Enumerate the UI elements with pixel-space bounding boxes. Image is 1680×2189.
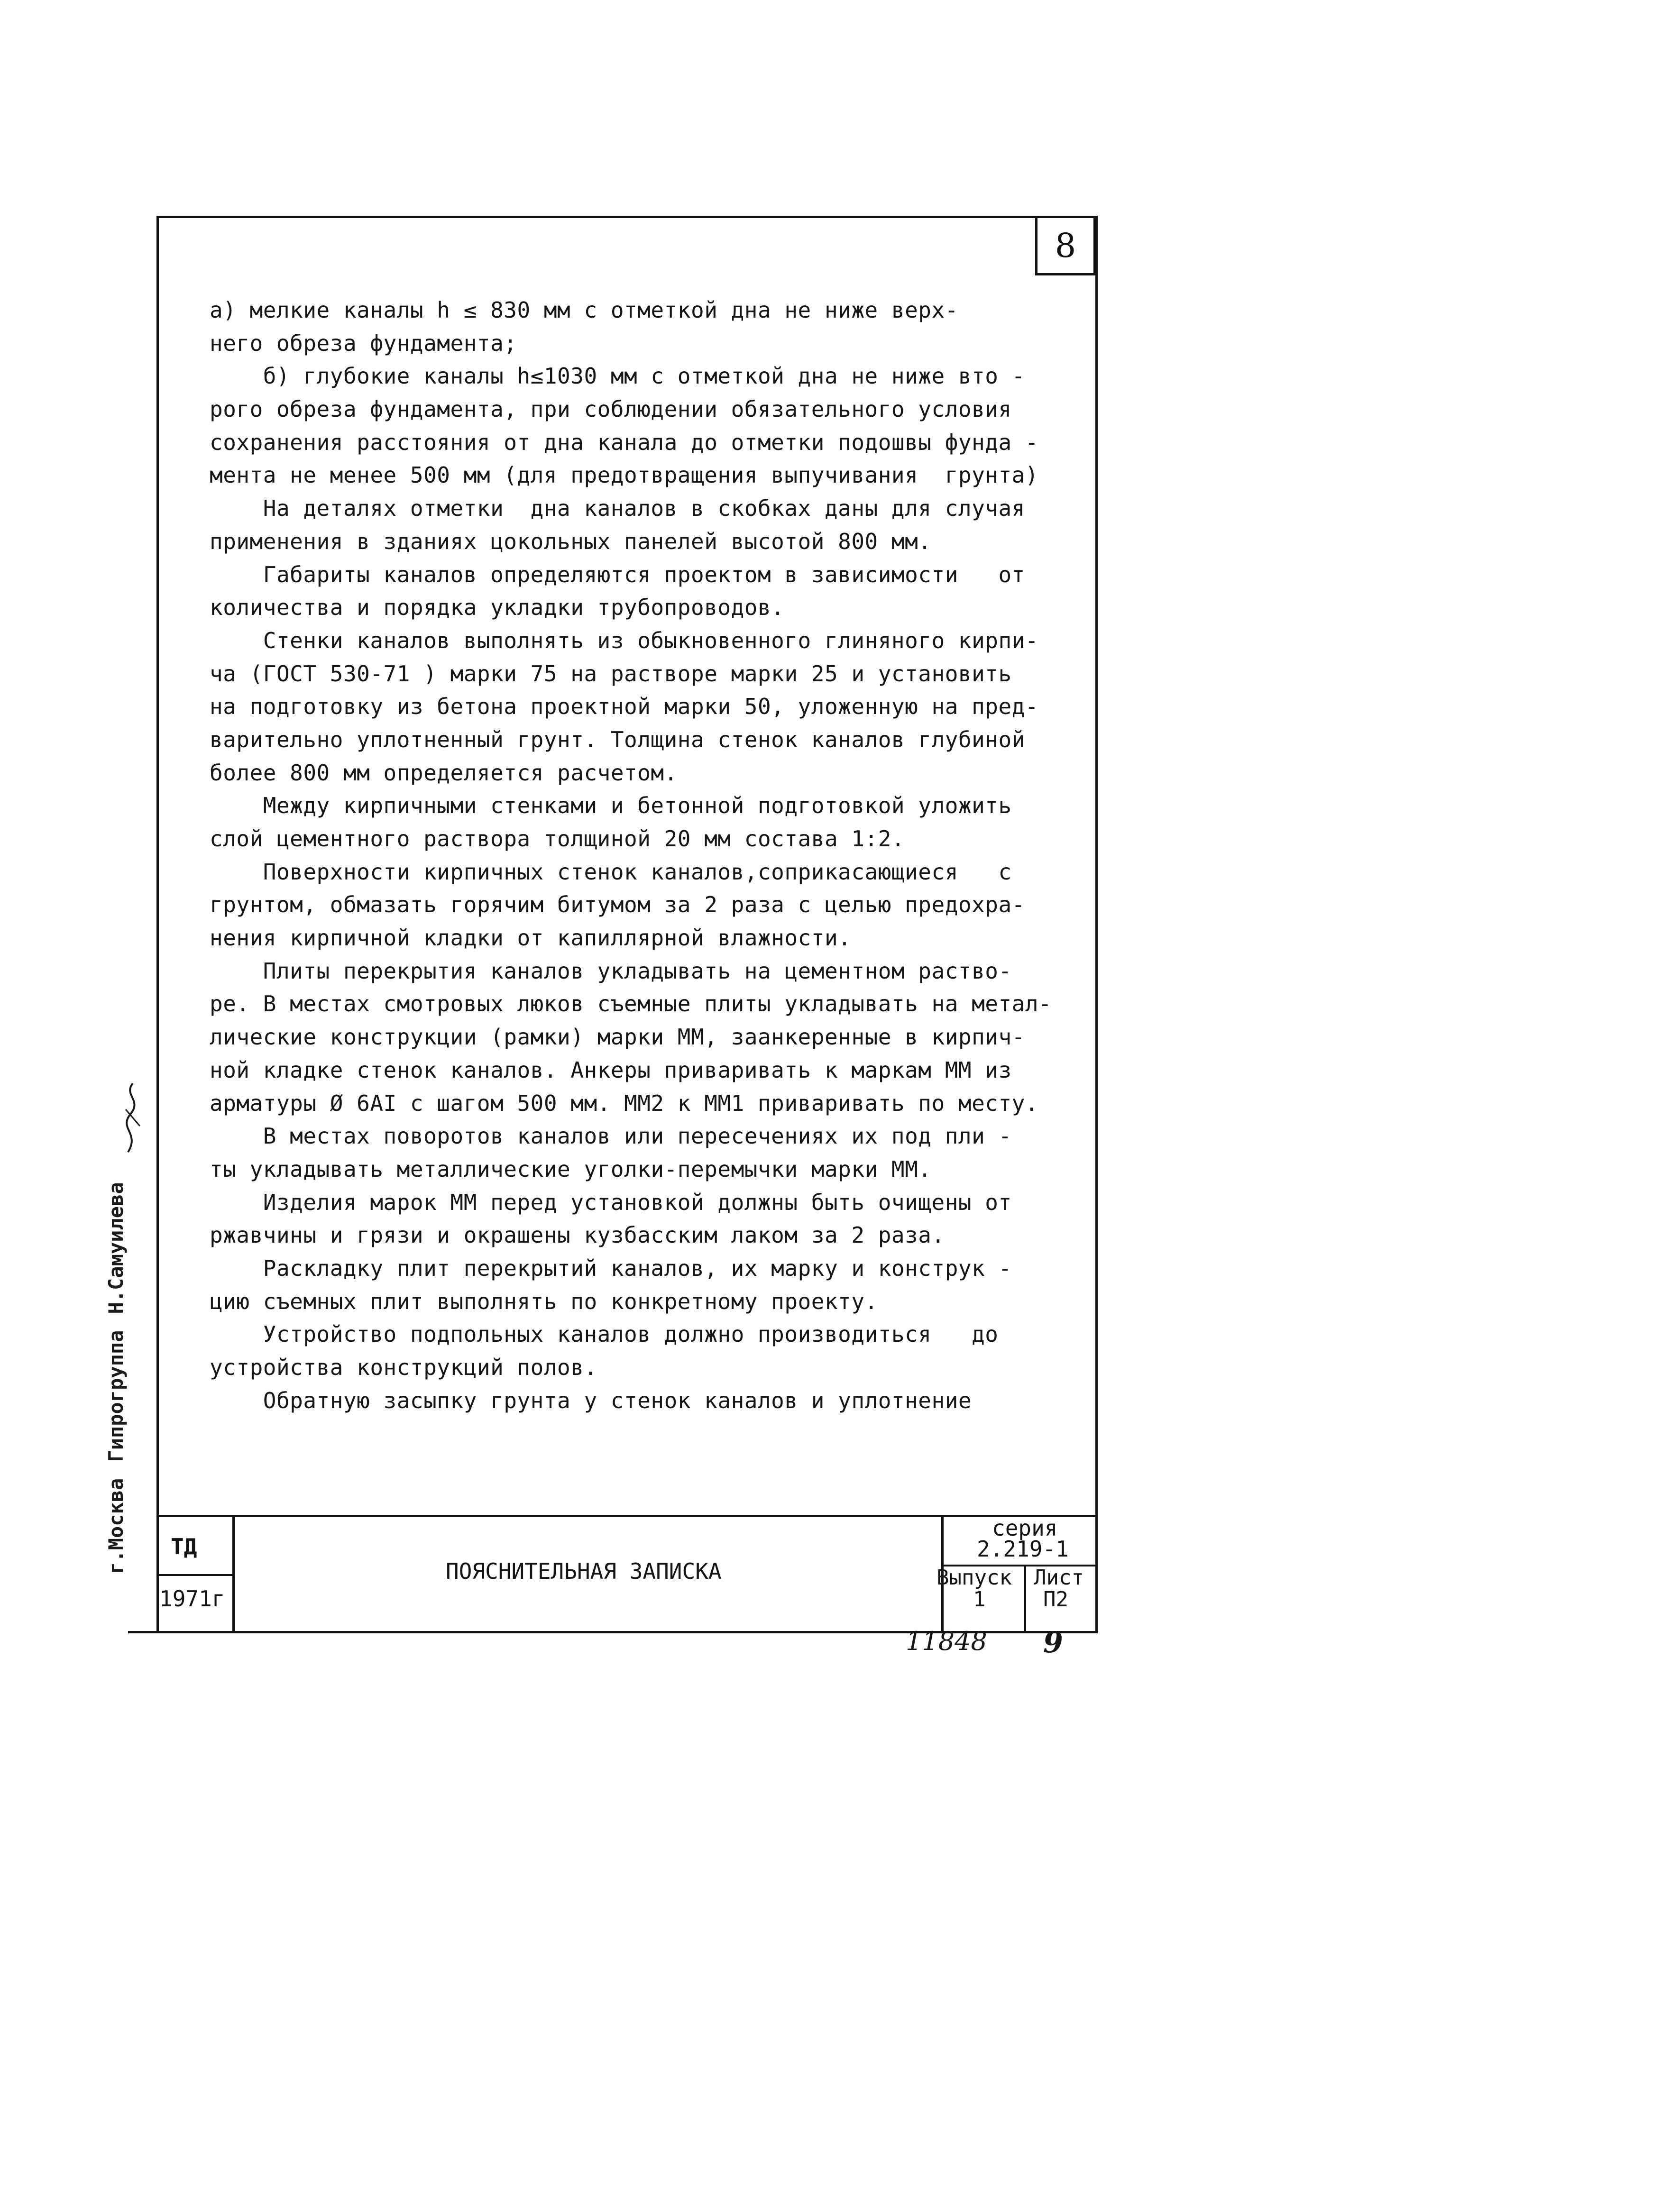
frame-top-line xyxy=(156,216,1098,218)
text-line: устройства конструкций полов. xyxy=(210,1355,597,1380)
title-block-org: ТД xyxy=(171,1534,197,1559)
title-block-year: 1971г xyxy=(159,1586,225,1612)
text-line: Стенки каналов выполнять из обыкновенного глиняного кирпи- xyxy=(210,627,1039,653)
text-line: Габариты каналов определяются проектом в зависимости от xyxy=(210,561,1025,587)
text-line: ной кладке стенок каналов. Анкеры приваривать к маркам ММ из xyxy=(210,1057,1012,1083)
title-block-issue-sheet-divider xyxy=(1024,1565,1026,1633)
frame-left-line xyxy=(156,216,159,1633)
text-line: более 800 мм определяется расчетом. xyxy=(210,760,678,786)
text-line: на подготовку из бетона проектной марки 50, уложенную на пред- xyxy=(210,694,1039,720)
text-line: рого обреза фундамента, при соблюдении обязательного условия xyxy=(210,396,1012,422)
text-line: б) глубокие каналы h≤1030 мм с отметкой дна не ниже вто - xyxy=(210,363,1025,389)
text-line: арматуры Ø 6AI с шагом 500 мм. ММ2 к ММ1 приваривать по месту. xyxy=(210,1090,1039,1116)
side-stamp xyxy=(104,1166,128,1574)
archive-number: 11848 xyxy=(906,1626,987,1656)
title-block-series-value: 2.219-1 xyxy=(977,1536,1069,1562)
stamp-group: Гипрогруппа xyxy=(104,1330,128,1462)
text-line: Между кирпичными стенками и бетонной подготовкой уложить xyxy=(210,793,1012,819)
text-line: ржавчины и грязи и окрашены кузбасским лаком за 2 раза. xyxy=(210,1222,945,1248)
title-block-sheet-value: П2 xyxy=(1043,1587,1068,1612)
text-line: а) мелкие каналы h ≤ 830 мм с отметкой дна не ниже верх- xyxy=(210,297,958,323)
text-line: Поверхности кирпичных стенок каналов,соприкасающиеся с xyxy=(210,859,1012,885)
frame-right-line xyxy=(1095,216,1098,1633)
text-line: Раскладку плит перекрытий каналов, их марку и конструк - xyxy=(210,1255,1012,1281)
text-line: В местах поворотов каналов или пересечениях их под пли - xyxy=(210,1123,1012,1149)
title-block-sheet-label: Лист xyxy=(1034,1566,1084,1590)
text-line: нения кирпичной кладки от капиллярной влажности. xyxy=(210,925,852,951)
title-block-issue-value: 1 xyxy=(973,1587,986,1612)
handwritten-page-number: 9 xyxy=(1043,1626,1063,1659)
title-block-issue-label: Выпуск xyxy=(936,1566,1012,1590)
page-number: 8 xyxy=(1035,216,1096,275)
text-line: ча (ГОСТ 530-71 ) марки 75 на растворе марки 25 и установить xyxy=(210,660,1012,687)
text-line: сохранения расстояния от дна канала до отметки подошвы фунда - xyxy=(210,429,1039,455)
text-line: количества и порядка укладки трубопроводов. xyxy=(210,595,785,621)
body-text xyxy=(210,294,1077,1417)
text-line: Устройство подпольных каналов должно производиться до xyxy=(210,1321,999,1347)
title-block-title: ПОЯСНИТЕЛЬНАЯ ЗАПИСКА xyxy=(446,1558,722,1584)
handwritten-signature xyxy=(119,1081,147,1157)
text-line: варительно уплотненный грунт. Толщина стенок каналов глубиной xyxy=(210,726,1025,752)
text-line: Плиты перекрытия каналов укладывать на цементном раство- xyxy=(210,958,1012,984)
stamp-city: г.Москва xyxy=(104,1478,128,1574)
text-line: ре. В местах смотровых люков съемные плиты укладывать на метал- xyxy=(210,991,1052,1017)
text-line: Изделия марок ММ перед установкой должны быть очищены от xyxy=(210,1189,1012,1215)
text-line: лические конструкции (рамки) марки ММ, заанкеренные в кирпич- xyxy=(210,1024,1025,1050)
title-block-org-divider xyxy=(156,1574,235,1576)
text-line: грунтом, обмазать горячим битумом за 2 раза с целью предохра- xyxy=(210,892,1025,918)
text-line: него обреза фундамента; xyxy=(210,330,517,356)
stamp-name: Н.Самуилева xyxy=(104,1182,128,1314)
text-line: цию съемных плит выполнять по конкретному проекту. xyxy=(210,1288,878,1314)
text-line: применения в зданиях цокольных панелей высотой 800 мм. xyxy=(210,528,932,554)
text-line: Обратную засыпку грунта у стенок каналов и уплотнение xyxy=(210,1387,972,1413)
text-line: ты укладывать металлические уголки-перемычки марки ММ. xyxy=(210,1156,932,1182)
text-line: слой цементного раствора толщиной 20 мм состава 1:2. xyxy=(210,826,905,852)
text-line: На деталях отметки дна каналов в скобках даны для случая xyxy=(210,495,1025,522)
text-line: мента не менее 500 мм (для предотвращения выпучивания грунта) xyxy=(210,462,1039,488)
title-block-series-label: серия xyxy=(992,1515,1058,1541)
title-block-top-line xyxy=(156,1515,1098,1517)
